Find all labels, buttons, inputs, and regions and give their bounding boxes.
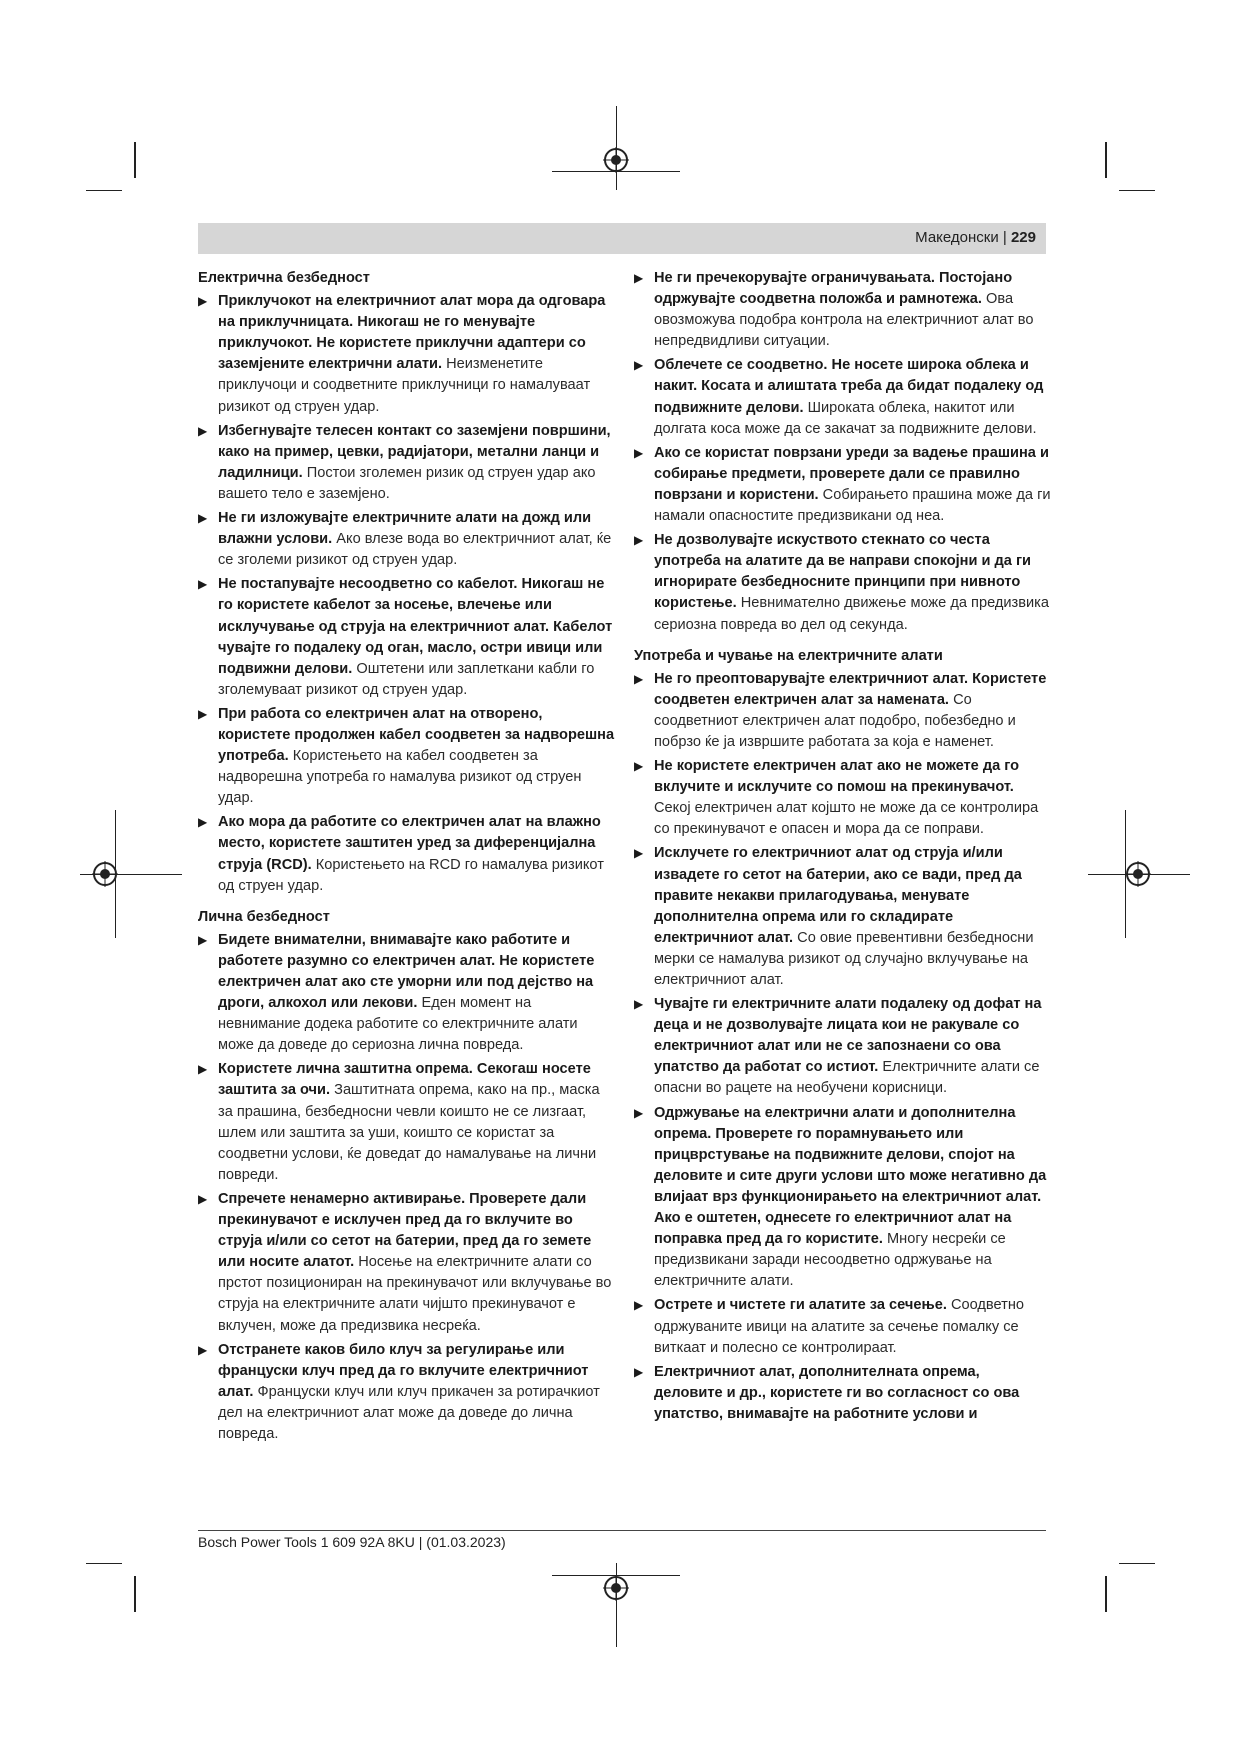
left-column [198,268,616,1448]
list-item [634,1103,1052,1293]
instruction-explanation: Собирањето прашина може да ги намали опасностите предизвикани од неа. [654,486,1051,525]
header-text [915,229,1036,246]
registration-target-icon [603,1575,629,1601]
bullet-arrow-icon: ▶ [198,577,208,592]
instruction-bold: Не го преоптоварувајте електричниот алат. Користете соодветен електричен алат за намената. [654,670,1047,708]
bullet-arrow-icon: ▶ [634,671,644,686]
list-item [198,421,616,505]
instruction-explanation: Ова овозможува подобра контрола на електричниот алат во непредвидливи ситуации. [654,291,1034,350]
bullet-arrow-icon: ▶ [634,759,644,774]
instruction-bold: Користете лична заштитна опрема. Секогаш носете заштита за очи. [218,1061,591,1099]
section-heading: Лична безбедност [198,908,330,925]
footer-text: Bosch Power Tools 1 609 92A 8KU | (01.03.2023) [198,1534,506,1550]
list-item [198,930,616,1057]
instruction-bold: Острете и чистете ги алатите за сечење. [654,1297,947,1314]
registration-target-icon [603,147,629,173]
instruction-bold: Не ги изложувајте електричните алати на дожд или влажни услови. [218,510,592,548]
instruction-bold: При работа со електричен алат на отворено, користете продолжен кабел соодветен за надворешна употреба. [218,705,615,765]
list-item [634,669,1052,753]
list-item [634,994,1052,1099]
bullet-arrow-icon: ▶ [634,1298,644,1313]
instruction-bold: Одржување на електрични алати и дополнителна опрема. Проверете го порамнувањето или прицврстување на подвижните делови, спојот на деловите и сите други услови што може негативно да влијаат врз функционирањето на електричниот алат. Ако е оштетен, однесете го електричниот алат на поправка пред да го користите. [654,1104,1047,1248]
right-column [634,268,1052,1428]
bullet-arrow-icon: ▶ [198,706,208,721]
bullet-arrow-icon: ▶ [634,358,644,373]
crop-mark [1119,190,1155,191]
list-item [634,530,1052,635]
list-item [634,843,1052,991]
bullet-arrow-icon: ▶ [198,1062,208,1077]
list-item [198,508,616,571]
crop-mark [134,142,136,178]
list-item [634,1362,1052,1425]
bullet-arrow-icon: ▶ [198,1342,208,1357]
instruction-explanation: Француски клуч или клуч прикачен за ротирачкиот дел на електричниот алат може да доведе до лична повреда. [218,1383,600,1442]
crop-mark [86,1563,122,1564]
instruction-bold: Исклучете го електричниот алат од струја и/или извадете го сетот на батерии, ако се вади, пред да правите некакви прилагодувања, менувате дополнителна опрема или го складирате електричниот алат. [654,845,1022,946]
bullet-arrow-icon: ▶ [198,511,208,526]
crop-mark [1119,1563,1155,1564]
instruction-bold: Електричниот алат, дополнителната опрема, деловите и др., користете ги во согласност со ова упатство, внимавајте на работните услови и [654,1363,1020,1422]
crop-mark [134,1576,136,1612]
instruction-bold: Бидете внимателни, внимавајте како работите и работете разумно со електричен алат. Не користете електричен алат ако сте уморни или под дејство на дроги, алкохол или лекови. [218,931,595,1012]
instruction-explanation: Користењето на кабел соодветен за надворешна употреба го намалува ризикот од струен удар. [218,748,582,807]
bullet-arrow-icon: ▶ [634,533,644,548]
instruction-explanation: Секој електричен алат којшто не може да се контролира со прекинувачот е опасен и мора да се поправи. [654,800,1039,838]
instruction-explanation: Невнимателно движење може да предизвика сериозна повреда во дел од секунда. [654,595,1049,633]
list-item [634,443,1052,527]
list-item [634,1295,1052,1358]
instruction-explanation: Широката облека, накитот или долгата коса може да се закачат за подвижните делови. [654,399,1037,437]
list-item [198,574,616,701]
list-item [634,268,1052,352]
instruction-explanation: Носење на електричните алати со прстот позициониран на прекинувачот или вклучување во струја на електричните алати чијшто прекинувачот е вклучен, може да предизвика несреќа. [218,1254,612,1334]
instruction-bold: Не дозволувајте искуството стекнато со честа употреба на алатите да ве направи спокојни и да ги игнорирате безбедносните принципи при нивното користење. [654,532,1032,612]
crop-mark [1105,1576,1107,1612]
list-item [634,355,1052,439]
bullet-arrow-icon: ▶ [634,1105,644,1120]
registration-target-icon [92,861,118,887]
bullet-arrow-icon: ▶ [634,445,644,460]
instruction-bold: Облечете се соодветно. Не носете широка облека и накит. Косата и алиштата треба да бидат подалеку од подвижните делови. [654,357,1044,416]
instruction-explanation: Користењето на RCD го намалува ризикот од струен удар. [218,856,604,894]
instruction-explanation: Неизменетите приклучоци и соодветните приклучници го намалуваат ризикот од струен удар. [218,356,591,415]
header-separator: | [998,229,1011,246]
header-language: Македонски [915,229,999,246]
instruction-explanation: Соодветно одржуваните ивици на алатите за сечење помалку се виткаат и полесно се контролираат. [654,1297,1024,1356]
bullet-arrow-icon: ▶ [198,423,208,438]
list-item [634,756,1052,840]
instruction-explanation: Ако влезе вода во електричниот алат, ќе се зголеми ризикот од струен удар. [218,531,612,569]
instruction-bold: Ако се користат поврзани уреди за вадење прашина и собирање предмети, проверете дали се правилно поврзани и користени. [654,444,1049,503]
instruction-bold: Не ги пречекорувајте ограничувањата. Постојано одржувајте соодветна положба и рамнотежа. [654,270,1013,308]
bullet-arrow-icon: ▶ [634,846,644,861]
instruction-bold: Ако мора да работите со електричен алат на влажно место, користете заштитен уред за диференцијална струја (RCD). [218,814,601,873]
bullet-arrow-icon: ▶ [198,294,208,309]
bullet-arrow-icon: ▶ [198,932,208,947]
footer-rule [198,1530,1046,1531]
bullet-arrow-icon: ▶ [634,271,644,285]
crop-mark [86,190,122,191]
list-item [198,812,616,896]
instruction-bold: Не постапувајте несоодветно со кабелот. Никогаш не го користете кабелот за носење, влечење или исклучување од струја на електричниот алат. Кабелот чувајте го подалеку од оган, масло, остри ивици или подвижни делови. [218,576,613,677]
section-heading: Електрична безбедност [198,270,370,286]
instruction-bold: Не користете електричен алат ако не можете да го вклучите и исклучите со помош на прекинувачот. [654,758,1020,796]
instruction-explanation: Многу несреќи се предизвикани заради несоодветно одржување на електричните алати. [654,1231,1006,1290]
list-item [198,1189,616,1337]
instruction-explanation: Еден момент на невнимание додека работите со електричните алати може да доведе до сериозна лична повреда. [218,995,578,1054]
instruction-bold: Отстранете каков било клуч за регулирање или француски клуч пред да го вклучите електричниот алат. [218,1341,589,1400]
bullet-arrow-icon: ▶ [198,815,208,830]
instruction-bold: Спречете ненамерно активирање. Проверете дали прекинувачот е исклучен пред да го вклучите во струја и/или со сетот на батерии, пред да го земете или носите алатот. [218,1190,592,1271]
list-item [198,1340,616,1445]
instruction-explanation: Постои зголемен ризик од струен удар ако вашето тело е заземјено. [218,464,596,502]
instruction-explanation: Оштетени или заплеткани кабли го зголемуваат ризикот од струен удар. [218,660,595,698]
instruction-bold: Чувајте ги електричните алати подалеку од дофат на деца и не дозволувајте лицата кои не ракувале со електричниот алат или не се запознаени со ова упатство да работат со истиот. [654,996,1042,1076]
instruction-explanation: Електричните алати се опасни во рацете на необучени корисници. [654,1059,1040,1097]
list-item [198,704,616,809]
bullet-arrow-icon: ▶ [634,1364,644,1379]
instruction-explanation: Заштитната опрема, како на пр., маска за прашина, безбедносни чевли коишто не се лизгаат, шлем или заштита за уши, коишто се користат за соодветни услови, ќе доведат до намалување на лични повреди. [218,1082,600,1183]
instruction-explanation: Со овие превентивни безбедносни мерки се намалува ризикот од случајно вклучување на електричниот алат. [654,929,1034,988]
instruction-explanation: Со соодветниот електричен алат подобро, побезбедно и побрзо ќе ја извршите работата за која е наменет. [654,691,1016,750]
list-item [198,1059,616,1186]
bullet-arrow-icon: ▶ [634,997,644,1012]
instruction-bold: Избегнувајте телесен контакт со заземјени површини, како на пример, цевки, радијатори, метални ланци и ладилници. [218,422,611,481]
section-heading: Употреба и чување на електричните алати [634,647,943,664]
page-header [198,223,1046,254]
list-item [198,291,616,418]
bullet-arrow-icon: ▶ [198,1191,208,1206]
crop-mark [1105,142,1107,178]
page-number: 229 [1010,229,1036,246]
registration-target-icon [1125,861,1151,887]
instruction-bold: Приклучокот на електричниот алат мора да одговара на приклучницата. Никогаш не го менувајте приклучокот. Не користете приклучни адаптери со заземјените електрични алати. [218,293,606,373]
